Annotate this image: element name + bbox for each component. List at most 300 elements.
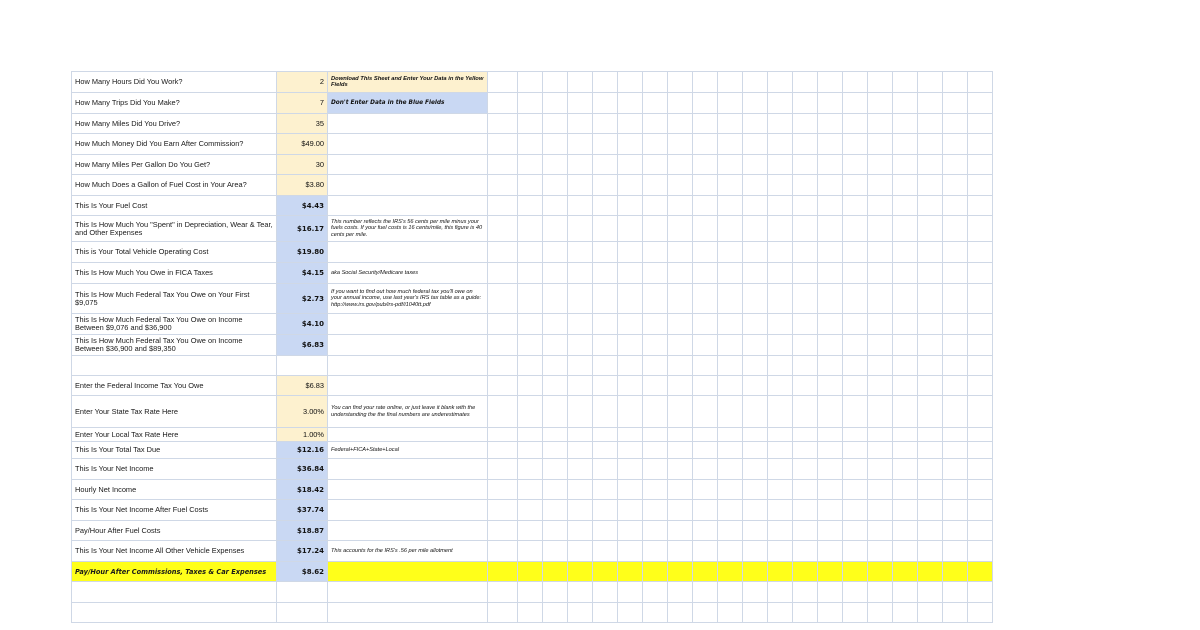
empty-cell[interactable] xyxy=(488,155,518,175)
empty-cell[interactable] xyxy=(943,114,968,134)
empty-cell[interactable] xyxy=(668,480,693,500)
empty-cell[interactable] xyxy=(893,134,918,155)
empty-cell[interactable] xyxy=(943,396,968,428)
federal-tax-3-value[interactable]: $6.83 xyxy=(277,335,328,356)
empty-cell[interactable] xyxy=(693,134,718,155)
empty-cell[interactable] xyxy=(618,284,643,314)
empty-cell[interactable] xyxy=(793,480,818,500)
empty-cell[interactable] xyxy=(743,263,768,284)
empty-cell[interactable] xyxy=(943,284,968,314)
empty-cell[interactable] xyxy=(568,356,593,376)
empty-cell[interactable] xyxy=(543,134,568,155)
empty-cell[interactable] xyxy=(818,459,843,480)
empty-cell[interactable] xyxy=(543,242,568,263)
empty-cell[interactable] xyxy=(618,263,643,284)
miles-input[interactable]: 35 xyxy=(277,114,328,134)
empty-cell[interactable] xyxy=(793,155,818,175)
empty-cell[interactable] xyxy=(488,196,518,216)
empty-cell[interactable] xyxy=(543,356,568,376)
empty-cell[interactable] xyxy=(593,242,618,263)
empty-cell[interactable] xyxy=(328,480,488,500)
empty-cell[interactable] xyxy=(743,480,768,500)
empty-cell[interactable] xyxy=(718,175,743,196)
total-tax-note[interactable]: Federal+FICA+State+Local xyxy=(328,442,488,459)
empty-cell[interactable] xyxy=(618,442,643,459)
empty-cell[interactable] xyxy=(693,356,718,376)
empty-cell[interactable] xyxy=(593,284,618,314)
earnings-input[interactable]: $49.00 xyxy=(277,134,328,155)
empty-cell[interactable] xyxy=(893,216,918,242)
row-label-fica[interactable]: This Is How Much You Owe in FICA Taxes xyxy=(72,263,277,284)
empty-cell[interactable] xyxy=(568,376,593,396)
empty-cell[interactable] xyxy=(518,335,543,356)
empty-cell[interactable] xyxy=(488,93,518,114)
empty-cell[interactable] xyxy=(618,459,643,480)
empty-cell[interactable] xyxy=(818,521,843,541)
empty-cell[interactable] xyxy=(818,396,843,428)
empty-cell[interactable] xyxy=(518,72,543,93)
empty-cell[interactable] xyxy=(943,93,968,114)
empty-cell[interactable] xyxy=(968,562,993,582)
empty-cell[interactable] xyxy=(518,603,543,623)
row-label-net-after-fuel[interactable]: This Is Your Net Income After Fuel Costs xyxy=(72,500,277,521)
empty-cell[interactable] xyxy=(618,376,643,396)
empty-cell[interactable] xyxy=(328,114,488,134)
empty-cell[interactable] xyxy=(893,428,918,442)
empty-cell[interactable] xyxy=(543,562,568,582)
empty-cell[interactable] xyxy=(818,134,843,155)
empty-cell[interactable] xyxy=(743,72,768,93)
empty-cell[interactable] xyxy=(843,284,868,314)
row-label-total-tax[interactable]: This Is Your Total Tax Due xyxy=(72,442,277,459)
empty-cell[interactable] xyxy=(568,500,593,521)
empty-cell[interactable] xyxy=(718,521,743,541)
empty-cell[interactable] xyxy=(518,155,543,175)
empty-cell[interactable] xyxy=(543,155,568,175)
empty-cell[interactable] xyxy=(818,376,843,396)
empty-cell[interactable] xyxy=(568,314,593,335)
empty-cell[interactable] xyxy=(693,93,718,114)
empty-cell[interactable] xyxy=(543,263,568,284)
empty-cell[interactable] xyxy=(793,284,818,314)
empty-cell[interactable] xyxy=(518,582,543,603)
empty-cell[interactable] xyxy=(593,216,618,242)
empty-cell[interactable] xyxy=(893,196,918,216)
empty-cell[interactable] xyxy=(818,335,843,356)
empty-cell[interactable] xyxy=(793,242,818,263)
empty-cell[interactable] xyxy=(328,196,488,216)
empty-cell[interactable] xyxy=(818,500,843,521)
empty-cell[interactable] xyxy=(768,242,793,263)
empty-cell[interactable] xyxy=(868,72,893,93)
empty-cell[interactable] xyxy=(793,376,818,396)
empty-cell[interactable] xyxy=(768,93,793,114)
empty-cell[interactable] xyxy=(543,72,568,93)
empty-cell[interactable] xyxy=(693,562,718,582)
empty-cell[interactable] xyxy=(893,335,918,356)
empty-cell[interactable] xyxy=(718,155,743,175)
empty-cell[interactable] xyxy=(843,603,868,623)
empty-cell[interactable] xyxy=(743,396,768,428)
empty-cell[interactable] xyxy=(518,196,543,216)
federal-tax-2-value[interactable]: $4.10 xyxy=(277,314,328,335)
empty-cell[interactable] xyxy=(843,196,868,216)
empty-cell[interactable] xyxy=(568,335,593,356)
empty-cell[interactable] xyxy=(643,134,668,155)
empty-cell[interactable] xyxy=(918,582,943,603)
empty-cell[interactable] xyxy=(543,480,568,500)
empty-cell[interactable] xyxy=(793,396,818,428)
empty-cell[interactable] xyxy=(518,242,543,263)
empty-cell[interactable] xyxy=(968,314,993,335)
empty-cell[interactable] xyxy=(843,396,868,428)
net-other-expenses-value[interactable]: $17.24 xyxy=(277,541,328,562)
empty-cell[interactable] xyxy=(693,216,718,242)
empty-cell[interactable] xyxy=(918,196,943,216)
empty-cell[interactable] xyxy=(568,396,593,428)
state-rate-note[interactable]: You can find your rate online, or just leave it blank with the understanding the the final numbers are underestimates xyxy=(328,396,488,428)
empty-cell[interactable] xyxy=(743,541,768,562)
empty-cell[interactable] xyxy=(643,500,668,521)
empty-cell[interactable] xyxy=(518,314,543,335)
empty-cell[interactable] xyxy=(943,356,968,376)
empty-cell[interactable] xyxy=(818,175,843,196)
empty-cell[interactable] xyxy=(743,242,768,263)
empty-cell[interactable] xyxy=(518,541,543,562)
empty-cell[interactable] xyxy=(893,155,918,175)
empty-cell[interactable] xyxy=(693,242,718,263)
empty-cell[interactable] xyxy=(943,72,968,93)
empty-cell[interactable] xyxy=(818,114,843,134)
empty-cell[interactable] xyxy=(618,314,643,335)
mpg-input[interactable]: 30 xyxy=(277,155,328,175)
empty-cell[interactable] xyxy=(668,263,693,284)
empty-cell[interactable] xyxy=(943,428,968,442)
empty-cell[interactable] xyxy=(868,428,893,442)
empty-cell[interactable] xyxy=(918,500,943,521)
empty-cell[interactable] xyxy=(518,134,543,155)
net-income-value[interactable]: $36.84 xyxy=(277,459,328,480)
row-label-local-rate[interactable]: Enter Your Local Tax Rate Here xyxy=(72,428,277,442)
row-label-vehicle-cost[interactable]: This is Your Total Vehicle Operating Cost xyxy=(72,242,277,263)
empty-cell[interactable] xyxy=(593,356,618,376)
empty-cell[interactable] xyxy=(568,442,593,459)
download-instruction-note[interactable]: Download This Sheet and Enter Your Data in the Yellow Fields xyxy=(328,72,488,93)
empty-cell[interactable] xyxy=(618,335,643,356)
empty-cell[interactable] xyxy=(668,356,693,376)
empty-cell[interactable] xyxy=(793,216,818,242)
empty-cell[interactable] xyxy=(968,175,993,196)
empty-cell[interactable] xyxy=(593,263,618,284)
row-label-net-other-expenses[interactable]: This Is Your Net Income All Other Vehicle Expenses xyxy=(72,541,277,562)
empty-cell[interactable] xyxy=(943,603,968,623)
empty-cell[interactable] xyxy=(918,72,943,93)
empty-cell[interactable] xyxy=(793,314,818,335)
empty-cell[interactable] xyxy=(968,93,993,114)
empty-cell[interactable] xyxy=(718,216,743,242)
empty-cell[interactable] xyxy=(968,376,993,396)
empty-cell[interactable] xyxy=(618,562,643,582)
empty-cell[interactable] xyxy=(668,242,693,263)
empty-cell[interactable] xyxy=(743,196,768,216)
empty-cell[interactable] xyxy=(793,263,818,284)
empty-cell[interactable] xyxy=(943,263,968,284)
row-label-pay-hour-fuel[interactable]: Pay/Hour After Fuel Costs xyxy=(72,521,277,541)
empty-cell[interactable] xyxy=(893,396,918,428)
empty-cell[interactable] xyxy=(943,134,968,155)
empty-cell[interactable] xyxy=(668,114,693,134)
empty-cell[interactable] xyxy=(943,541,968,562)
empty-cell[interactable] xyxy=(328,314,488,335)
empty-cell[interactable] xyxy=(668,335,693,356)
empty-cell[interactable] xyxy=(793,356,818,376)
empty-cell[interactable] xyxy=(518,93,543,114)
empty-cell[interactable] xyxy=(718,500,743,521)
empty-cell[interactable] xyxy=(693,263,718,284)
empty-cell[interactable] xyxy=(868,175,893,196)
empty-cell[interactable] xyxy=(843,314,868,335)
empty-cell[interactable] xyxy=(593,196,618,216)
empty-cell[interactable] xyxy=(643,155,668,175)
empty-cell[interactable] xyxy=(968,541,993,562)
row-label-fuel-price[interactable]: How Much Does a Gallon of Fuel Cost in Your Area? xyxy=(72,175,277,196)
empty-cell[interactable] xyxy=(893,521,918,541)
empty-cell[interactable] xyxy=(568,216,593,242)
empty-cell[interactable] xyxy=(718,480,743,500)
empty-cell[interactable] xyxy=(918,216,943,242)
empty-cell[interactable] xyxy=(618,72,643,93)
empty-cell[interactable] xyxy=(843,134,868,155)
empty-cell[interactable] xyxy=(488,428,518,442)
empty-cell[interactable] xyxy=(693,603,718,623)
empty-cell[interactable] xyxy=(618,428,643,442)
empty-cell[interactable] xyxy=(793,582,818,603)
pay-hour-fuel-value[interactable]: $18.87 xyxy=(277,521,328,541)
empty-cell[interactable] xyxy=(643,480,668,500)
empty-cell[interactable] xyxy=(768,196,793,216)
empty-cell[interactable] xyxy=(668,541,693,562)
fica-value[interactable]: $4.15 xyxy=(277,263,328,284)
empty-cell[interactable] xyxy=(818,442,843,459)
empty-cell[interactable] xyxy=(893,376,918,396)
empty-cell[interactable] xyxy=(668,284,693,314)
row-label-trips[interactable]: How Many Trips Did You Make? xyxy=(72,93,277,114)
empty-cell[interactable] xyxy=(593,72,618,93)
empty-cell[interactable] xyxy=(693,459,718,480)
empty-cell[interactable] xyxy=(593,582,618,603)
empty-cell[interactable] xyxy=(943,196,968,216)
empty-cell[interactable] xyxy=(543,314,568,335)
empty-cell[interactable] xyxy=(693,175,718,196)
empty-cell[interactable] xyxy=(843,442,868,459)
empty-cell[interactable] xyxy=(593,114,618,134)
empty-cell[interactable] xyxy=(768,376,793,396)
empty-cell[interactable] xyxy=(488,263,518,284)
empty-cell[interactable] xyxy=(868,442,893,459)
empty-cell[interactable] xyxy=(893,562,918,582)
empty-cell[interactable] xyxy=(568,175,593,196)
empty-cell[interactable] xyxy=(543,376,568,396)
empty-cell[interactable] xyxy=(488,216,518,242)
empty-cell[interactable] xyxy=(743,284,768,314)
empty-cell[interactable] xyxy=(968,500,993,521)
empty-cell[interactable] xyxy=(768,284,793,314)
empty-cell[interactable] xyxy=(843,582,868,603)
empty-cell[interactable] xyxy=(843,72,868,93)
empty-cell[interactable] xyxy=(818,196,843,216)
empty-cell[interactable] xyxy=(488,314,518,335)
empty-cell[interactable] xyxy=(693,442,718,459)
empty-cell[interactable] xyxy=(968,582,993,603)
empty-cell[interactable] xyxy=(818,541,843,562)
empty-cell[interactable] xyxy=(543,603,568,623)
empty-cell[interactable] xyxy=(918,541,943,562)
empty-cell[interactable] xyxy=(793,521,818,541)
empty-cell[interactable] xyxy=(693,72,718,93)
empty-cell[interactable] xyxy=(328,582,488,603)
empty-cell[interactable] xyxy=(768,603,793,623)
empty-cell[interactable] xyxy=(643,376,668,396)
row-label-earnings[interactable]: How Much Money Did You Earn After Commission? xyxy=(72,134,277,155)
empty-cell[interactable] xyxy=(768,396,793,428)
empty-cell[interactable] xyxy=(618,356,643,376)
empty-cell[interactable] xyxy=(868,216,893,242)
empty-cell[interactable] xyxy=(743,428,768,442)
empty-cell[interactable] xyxy=(488,442,518,459)
empty-cell[interactable] xyxy=(718,356,743,376)
empty-cell[interactable] xyxy=(893,582,918,603)
empty-cell[interactable] xyxy=(618,242,643,263)
empty-cell[interactable] xyxy=(943,175,968,196)
empty-cell[interactable] xyxy=(593,93,618,114)
empty-cell[interactable] xyxy=(518,356,543,376)
empty-cell[interactable] xyxy=(618,500,643,521)
empty-cell[interactable] xyxy=(968,603,993,623)
empty-cell[interactable] xyxy=(893,480,918,500)
row-label-net-income[interactable]: This Is Your Net Income xyxy=(72,459,277,480)
empty-cell[interactable] xyxy=(768,428,793,442)
empty-cell[interactable] xyxy=(568,562,593,582)
empty-cell[interactable] xyxy=(328,521,488,541)
empty-cell[interactable] xyxy=(643,175,668,196)
empty-cell[interactable] xyxy=(918,480,943,500)
empty-cell[interactable] xyxy=(593,562,618,582)
empty-cell[interactable] xyxy=(668,428,693,442)
empty-cell[interactable] xyxy=(593,376,618,396)
empty-cell[interactable] xyxy=(968,242,993,263)
federal-tax-1-value[interactable]: $2.73 xyxy=(277,284,328,314)
empty-cell[interactable] xyxy=(843,242,868,263)
federal-tax-note[interactable]: If you want to find out how much federal tax you'll owe on your annual income, use last year's IRS tax table as a guide: http://www.irs.gov/pub/irs-pdf/i1040tt.pdf xyxy=(328,284,488,314)
empty-cell[interactable] xyxy=(768,114,793,134)
empty-cell[interactable] xyxy=(618,155,643,175)
empty-cell[interactable] xyxy=(593,500,618,521)
empty-cell[interactable] xyxy=(868,521,893,541)
empty-cell[interactable] xyxy=(893,284,918,314)
empty-cell[interactable] xyxy=(868,541,893,562)
empty-cell[interactable] xyxy=(968,428,993,442)
empty-cell[interactable] xyxy=(543,442,568,459)
empty-cell[interactable] xyxy=(643,335,668,356)
empty-cell[interactable] xyxy=(488,134,518,155)
empty-cell[interactable] xyxy=(793,541,818,562)
empty-cell[interactable] xyxy=(668,582,693,603)
empty-cell[interactable] xyxy=(793,603,818,623)
empty-cell[interactable] xyxy=(893,603,918,623)
empty-cell[interactable] xyxy=(968,335,993,356)
empty-cell[interactable] xyxy=(568,459,593,480)
empty-cell[interactable] xyxy=(843,500,868,521)
empty-cell[interactable] xyxy=(743,582,768,603)
empty-cell[interactable] xyxy=(743,216,768,242)
fuel-price-input[interactable]: $3.80 xyxy=(277,175,328,196)
empty-cell[interactable] xyxy=(328,562,488,582)
empty-cell[interactable] xyxy=(868,356,893,376)
empty-cell[interactable] xyxy=(918,114,943,134)
empty-cell[interactable] xyxy=(743,134,768,155)
empty-cell[interactable] xyxy=(893,314,918,335)
empty-cell[interactable] xyxy=(868,134,893,155)
empty-cell[interactable] xyxy=(568,155,593,175)
empty-cell[interactable] xyxy=(743,459,768,480)
empty-cell[interactable] xyxy=(793,442,818,459)
empty-cell[interactable] xyxy=(943,480,968,500)
empty-cell[interactable] xyxy=(618,216,643,242)
empty-cell[interactable] xyxy=(518,428,543,442)
row-label-federal-owed[interactable]: Enter the Federal Income Tax You Owe xyxy=(72,376,277,396)
fica-note[interactable]: aka Social Security/Medicare taxes xyxy=(328,263,488,284)
empty-cell[interactable] xyxy=(328,376,488,396)
empty-cell[interactable] xyxy=(868,603,893,623)
row-label-hours[interactable]: How Many Hours Did You Work? xyxy=(72,72,277,93)
empty-cell[interactable] xyxy=(743,521,768,541)
empty-cell[interactable] xyxy=(968,216,993,242)
empty-cell[interactable] xyxy=(568,521,593,541)
empty-cell[interactable] xyxy=(488,175,518,196)
empty-cell[interactable] xyxy=(593,480,618,500)
empty-cell[interactable] xyxy=(718,376,743,396)
empty-cell[interactable] xyxy=(943,314,968,335)
empty-cell[interactable] xyxy=(768,521,793,541)
empty-cell[interactable] xyxy=(843,356,868,376)
empty-cell[interactable] xyxy=(818,284,843,314)
empty-cell[interactable] xyxy=(328,134,488,155)
empty-cell[interactable] xyxy=(768,582,793,603)
empty-cell[interactable] xyxy=(868,480,893,500)
empty-cell[interactable] xyxy=(868,396,893,428)
empty-cell[interactable] xyxy=(718,541,743,562)
empty-cell[interactable] xyxy=(793,72,818,93)
empty-cell[interactable] xyxy=(488,72,518,93)
empty-cell[interactable] xyxy=(618,603,643,623)
empty-cell[interactable] xyxy=(328,335,488,356)
empty-cell[interactable] xyxy=(593,314,618,335)
empty-cell[interactable] xyxy=(893,356,918,376)
empty-cell[interactable] xyxy=(593,175,618,196)
empty-cell[interactable] xyxy=(868,335,893,356)
empty-cell[interactable] xyxy=(843,459,868,480)
empty-cell[interactable] xyxy=(568,603,593,623)
empty-cell[interactable] xyxy=(668,376,693,396)
empty-cell[interactable] xyxy=(893,72,918,93)
empty-cell[interactable] xyxy=(818,428,843,442)
empty-cell[interactable] xyxy=(793,175,818,196)
empty-cell[interactable] xyxy=(618,582,643,603)
empty-cell[interactable] xyxy=(593,459,618,480)
row-label-blank[interactable] xyxy=(72,356,277,376)
empty-cell[interactable] xyxy=(328,603,488,623)
empty-cell[interactable] xyxy=(668,442,693,459)
